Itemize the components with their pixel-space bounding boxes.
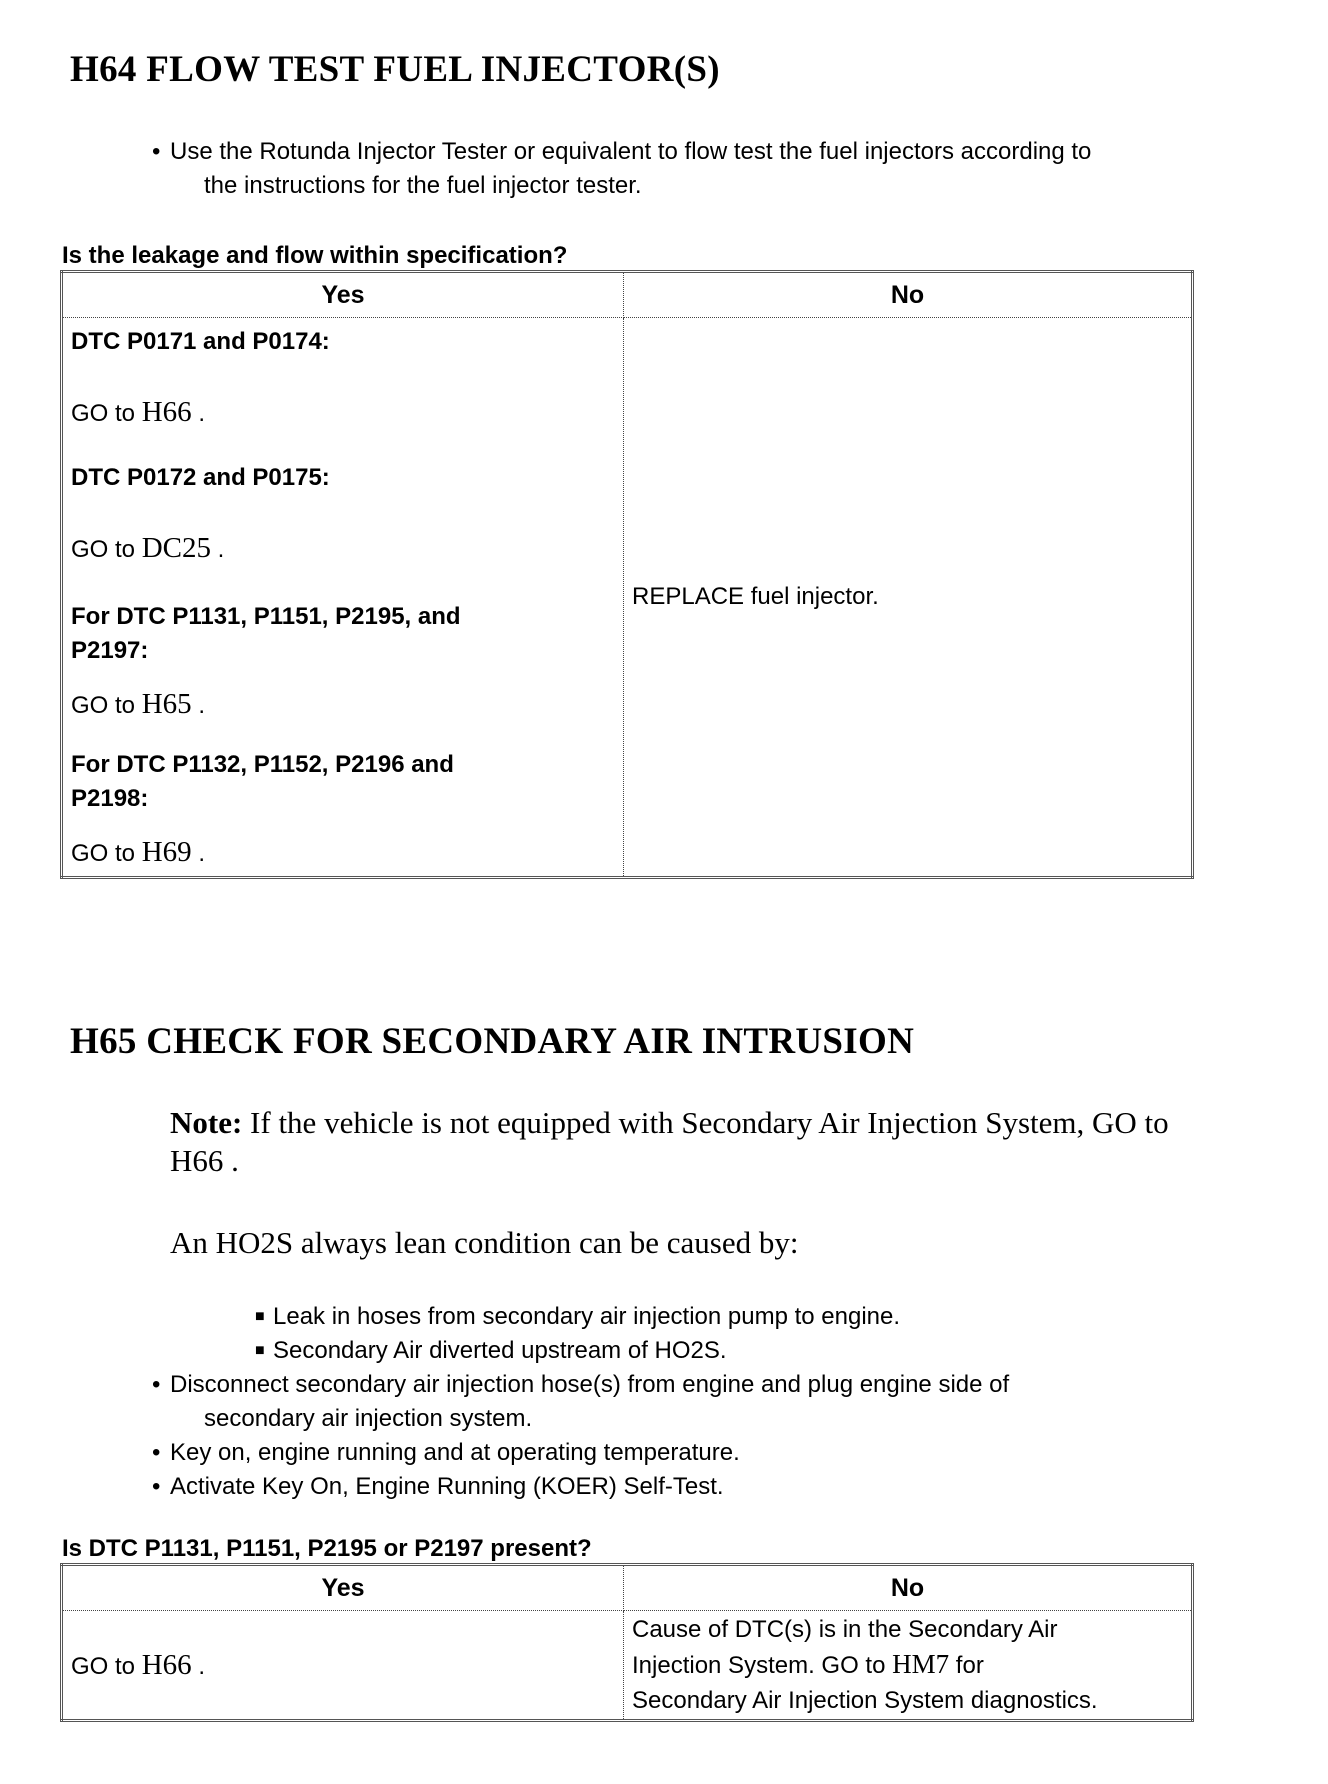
h64-bullet-line1: Use the Rotunda Injector Tester or equivalent to flow test the fuel injectors according to: [170, 138, 1092, 165]
h65-sub-bullets: [255, 1300, 900, 1368]
h65-decision-table: [60, 1563, 1194, 1722]
yes-header: Yes: [62, 1565, 624, 1611]
h65-question: Is DTC P1131, P1151, P2195 or P2197 present?: [62, 1535, 592, 1562]
h64-title: H64 FLOW TEST FUEL INJECTOR(S): [70, 49, 720, 90]
list-item: • Disconnect secondary air injection hose(s) from engine and plug engine side of secondary air injection system.: [152, 1368, 1009, 1436]
no-header: No: [624, 272, 1193, 318]
h65-cause-intro: An HO2S always lean condition can be caused by:: [170, 1225, 799, 1260]
h65-note: Note: If the vehicle is not equipped with Secondary Air Injection System, GO to H66 .: [170, 1105, 1169, 1178]
table-header-row: [62, 272, 1193, 318]
h64-decision-table: [60, 270, 1194, 879]
yes-header: Yes: [62, 272, 624, 318]
dtc-label: DTC P0172 and P0175:: [71, 464, 330, 491]
bullet-icon: •: [152, 1439, 161, 1466]
note-label: Note:: [170, 1105, 243, 1140]
no-cell: REPLACE fuel injector.: [624, 318, 1193, 878]
no-header: No: [624, 1565, 1193, 1611]
h65-bullets: [152, 1368, 1009, 1504]
h64-question: Is the leakage and flow within specification?: [62, 242, 568, 269]
table-row: [62, 1611, 1193, 1721]
go-to-link[interactable]: GO to DC25 .: [71, 532, 225, 564]
table-row: [62, 318, 1193, 878]
list-item: • Activate Key On, Engine Running (KOER) Self-Test.: [152, 1470, 1009, 1504]
list-item: ■ Secondary Air diverted upstream of HO2S.: [255, 1334, 900, 1368]
no-cell: Cause of DTC(s) is in the Secondary Air Injection System. GO to HM7 for Secondary Air Injection System diagnostics.: [624, 1611, 1193, 1721]
bullet-icon: •: [152, 138, 161, 165]
list-item: ■ Leak in hoses from secondary air injection pump to engine.: [255, 1300, 900, 1334]
bullet-icon: •: [152, 1371, 161, 1398]
yes-cell: [62, 318, 624, 878]
yes-cell: [62, 1611, 624, 1721]
dtc-label: For DTC P1132, P1152, P2196 and P2198:: [71, 751, 454, 812]
square-bullet-icon: ■: [255, 1342, 265, 1359]
square-bullet-icon: ■: [255, 1308, 265, 1325]
bullet-icon: •: [152, 1473, 161, 1500]
h64-bullet-list: [152, 135, 1091, 203]
go-to-link[interactable]: GO to H65 .: [71, 688, 205, 720]
table-header-row: [62, 1565, 1193, 1611]
go-to-link[interactable]: GO to H69 .: [71, 836, 205, 868]
note-text: If the vehicle is not equipped with Secondary Air Injection System, GO to: [250, 1105, 1169, 1140]
h64-bullet: [152, 135, 1091, 203]
go-to-link[interactable]: GO to H66 .: [71, 396, 205, 428]
dtc-label: DTC P0171 and P0174:: [71, 328, 330, 355]
note-link[interactable]: H66: [170, 1143, 224, 1178]
h64-bullet-line2: the instructions for the fuel injector tester.: [204, 172, 642, 199]
no-link[interactable]: HM7: [892, 1649, 950, 1679]
dtc-label: For DTC P1131, P1151, P2195, and P2197:: [71, 603, 461, 664]
go-to-link[interactable]: GO to H66 .: [71, 1648, 205, 1681]
list-item: • Key on, engine running and at operating temperature.: [152, 1436, 1009, 1470]
h65-title: H65 CHECK FOR SECONDARY AIR INTRUSION: [70, 1021, 915, 1062]
